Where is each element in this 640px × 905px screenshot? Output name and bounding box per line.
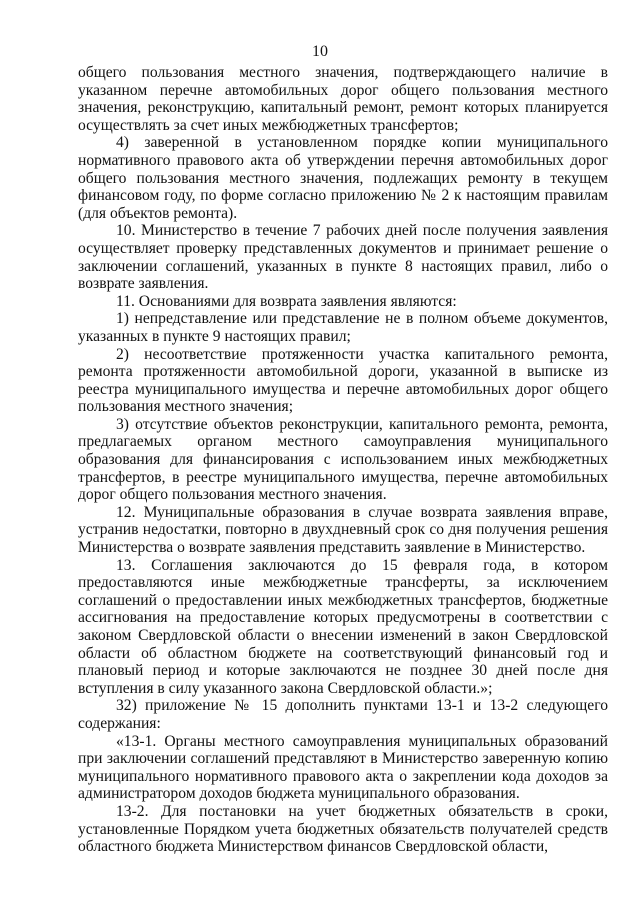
- paragraph-clause-13-1: «13-1. Органы местного самоуправления муниципальных образований при заключении соглашений представляют в Министерство заверенную копию муниципального нормативного правового акта о закреплении кода доходов за администратором доходов бюджета муниципального образования.: [78, 732, 608, 803]
- paragraph-clause-11-item-3: 3) отсутствие объектов реконструкции, капитального ремонта, ремонта, предлагаемых органом местного самоуправления муниципального образования для финансирования с использованием иных межбюджетных трансфертов, в реестре муниципального имущества, перечне автомобильных дорог общего пользования местного значения.: [78, 415, 608, 504]
- paragraph-clause-11: 11. Основаниями для возврата заявления являются:: [116, 292, 457, 310]
- paragraph-item-32: 32) приложение № 15 дополнить пунктами 13-1 и 13-2 следующего содержания:: [78, 697, 608, 732]
- page-number: 10: [312, 43, 328, 60]
- paragraph-clause-12: 12. Муниципальные образования в случае возврата заявления вправе, устранив недостатки, повторно в двухдневный срок со дня получения решения Министерства о возврате заявления представить заявление в Министерство.: [78, 503, 608, 557]
- paragraph-continuation: общего пользования местного значения, подтверждающего наличие в указанном перечне автомобильных дорог общего пользования местного значения, реконструкцию, капитальный ремонт, ремонт которых планируется осуществлять за счет иных межбюджетных трансфертов;: [78, 64, 608, 134]
- document-body: [78, 64, 608, 856]
- paragraph-clause-11-item-2: 2) несоответствие протяженности участка капитального ремонта, ремонта протяженности автомобильной дороги, указанной в выписке из реестра муниципального имущества и перечне автомобильных дорог общего пользования местного значения;: [78, 345, 608, 416]
- paragraph-clause-13: 13. Соглашения заключаются до 15 февраля года, в котором предоставляются иные межбюджетные трансферты, за исключением соглашений о предоставлении иных межбюджетных трансфертов, бюджетные ассигнования на предоставление которых предусмотрены в соответствии с законом Свердловской области о внесении изменений в закон Свердловской области об областном бюджете на соответствующий финансовый год и плановый период и которые заключаются не позднее 30 дней после дня вступления в силу указанного закона Свердловской области.»;: [78, 556, 608, 697]
- paragraph-clause-13-2: 13-2. Для постановки на учет бюджетных обязательств в сроки, установленные Порядком учета бюджетных обязательств получателей средств областного бюджета Министерством финансов Свердловской области,: [78, 802, 608, 856]
- paragraph-item-4: 4) заверенной в установленном порядке копии муниципального нормативного правового акта об утверждении перечня автомобильных дорог общего пользования местного значения, подлежащих ремонту в текущем финансовом году, по форме согласно приложению № 2 к настоящим правилам (для объектов ремонта).: [78, 134, 608, 222]
- paragraph-clause-11-item-1: 1) непредставление или представление не в полном объеме документов, указанных в пункте 9 настоящих правил;: [78, 310, 608, 345]
- paragraph-clause-10: 10. Министерство в течение 7 рабочих дней после получения заявления осуществляет проверку представленных документов и принимает решение о заключении соглашений, указанных в пункте 8 настоящих правил, либо о возврате заявления.: [78, 222, 608, 293]
